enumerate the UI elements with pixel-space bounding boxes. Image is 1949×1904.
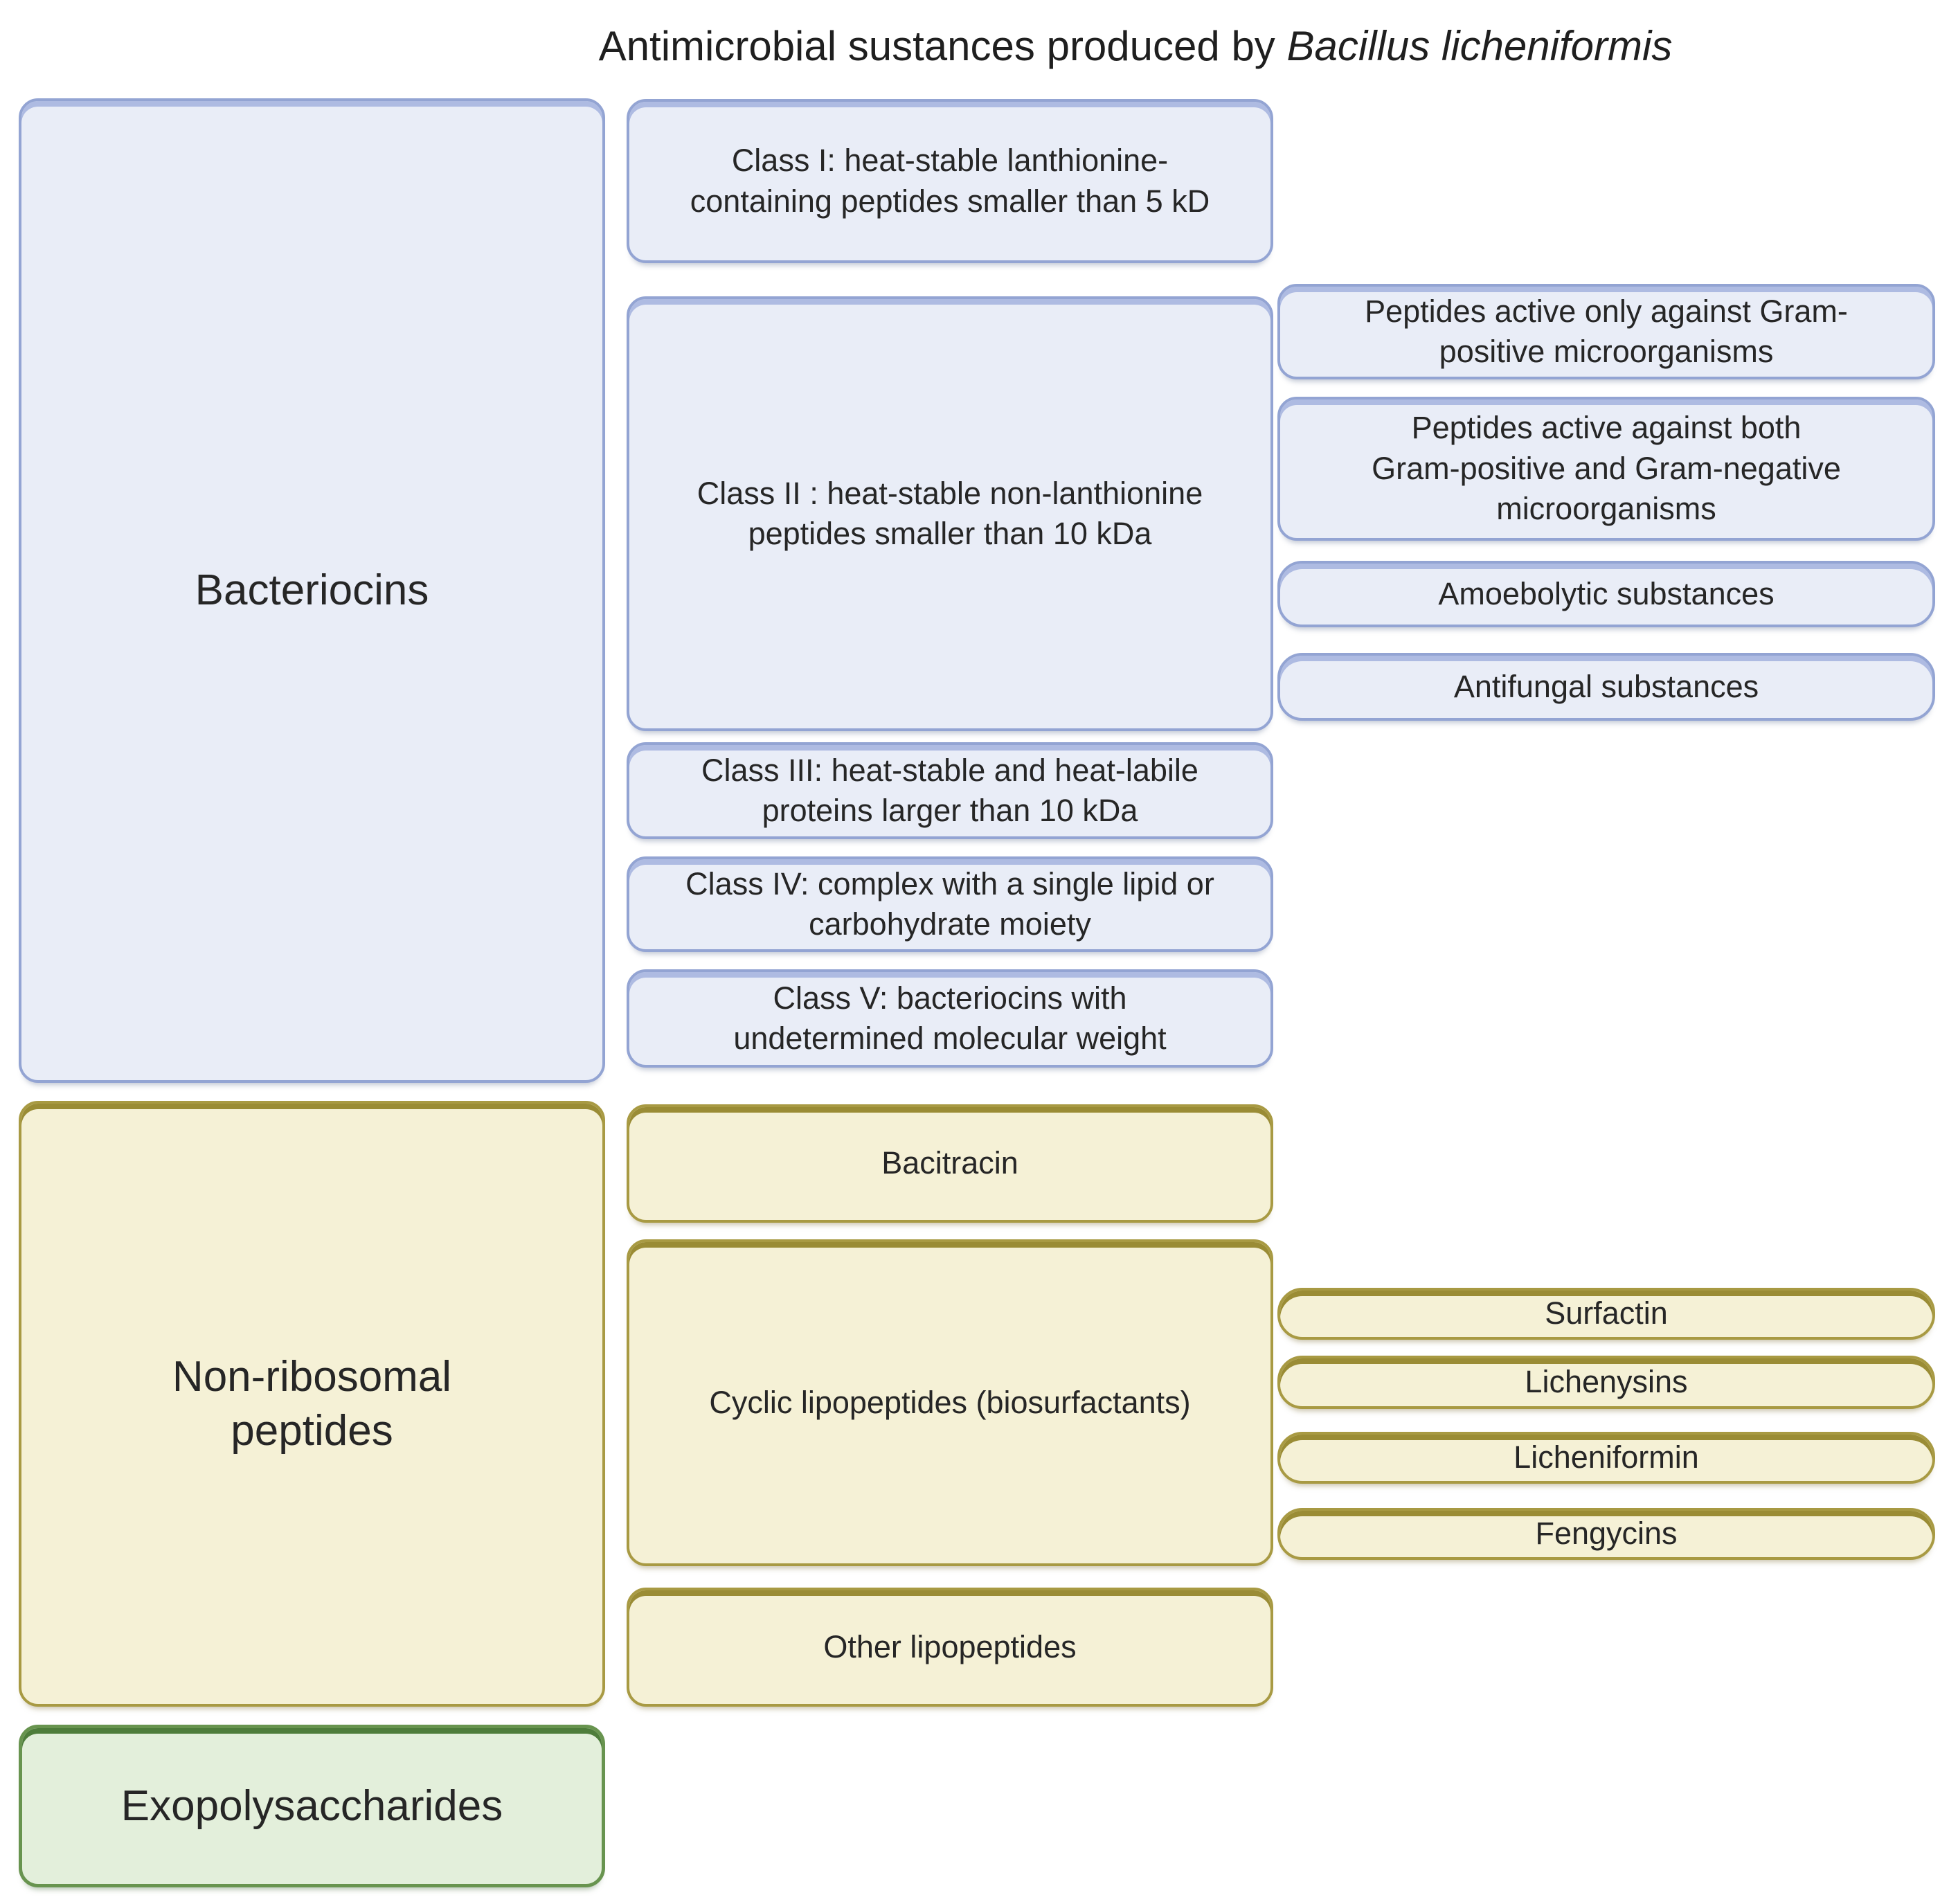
class-ii-box xyxy=(627,296,1273,731)
title-species-italic: Bacillus licheniformis xyxy=(1286,23,1673,69)
class-ii-label: Class II : heat-stable non-lanthionine peptides smaller than 10 kDa xyxy=(697,475,1203,551)
class-v-label: Class V: bacteriocins with undetermined molecular weight xyxy=(733,980,1167,1056)
class-iv-box xyxy=(627,856,1273,952)
cyclic-lipopeptides-label: Cyclic lipopeptides (biosurfactants) xyxy=(709,1384,1191,1420)
antifungal-substances-box xyxy=(1277,653,1935,721)
non-ribosomal-peptides-group-box xyxy=(19,1101,605,1707)
lichenysins-box xyxy=(1277,1356,1935,1409)
bacteriocins-group-box xyxy=(19,98,605,1083)
bacteriocins-label: Bacteriocins xyxy=(195,566,429,615)
amoebolytic-substances-label: Amoebolytic substances xyxy=(1438,575,1775,611)
class-i-label: Class I: heat-stable lanthionine-containing peptides smaller than 5 kD xyxy=(690,143,1210,219)
non-ribosomal-peptides-label: Non-ribosomal peptides xyxy=(172,1353,452,1455)
class-iii-label: Class III: heat-stable and heat-labile proteins larger than 10 kDa xyxy=(701,752,1198,828)
gram-both-label: Peptides active against both Gram-positive and Gram-negative microorganisms xyxy=(1372,410,1841,527)
gram-both-box xyxy=(1277,397,1935,541)
licheniformin-box xyxy=(1277,1432,1935,1484)
class-i-box xyxy=(627,99,1273,263)
lichenysins-label: Lichenysins xyxy=(1525,1364,1688,1400)
amoebolytic-substances-box xyxy=(1277,561,1935,627)
gram-positive-only-label: Peptides active only against Gram-positive microorganisms xyxy=(1365,293,1848,369)
class-v-box xyxy=(627,969,1273,1068)
gram-positive-only-box xyxy=(1277,284,1935,379)
other-lipopeptides-label: Other lipopeptides xyxy=(823,1628,1077,1664)
class-iii-box xyxy=(627,742,1273,839)
bacitracin-label: Bacitracin xyxy=(881,1145,1018,1181)
licheniformin-label: Licheniformin xyxy=(1514,1439,1699,1475)
fengycins-box xyxy=(1277,1508,1935,1560)
diagram-title xyxy=(429,15,1842,78)
title-text: Antimicrobial sustances produced by xyxy=(598,23,1287,69)
surfactin-box xyxy=(1277,1288,1935,1340)
fengycins-label: Fengycins xyxy=(1535,1516,1678,1552)
antifungal-substances-label: Antifungal substances xyxy=(1453,668,1759,704)
exopolysaccharides-label: Exopolysaccharides xyxy=(120,1781,503,1830)
exopolysaccharides-group-box xyxy=(19,1725,605,1887)
cyclic-lipopeptides-box xyxy=(627,1239,1273,1566)
surfactin-label: Surfactin xyxy=(1545,1295,1668,1331)
class-iv-label: Class IV: complex with a single lipid or carbohydrate moiety xyxy=(685,865,1214,942)
other-lipopeptides-box xyxy=(627,1588,1273,1707)
bacitracin-box xyxy=(627,1104,1273,1223)
